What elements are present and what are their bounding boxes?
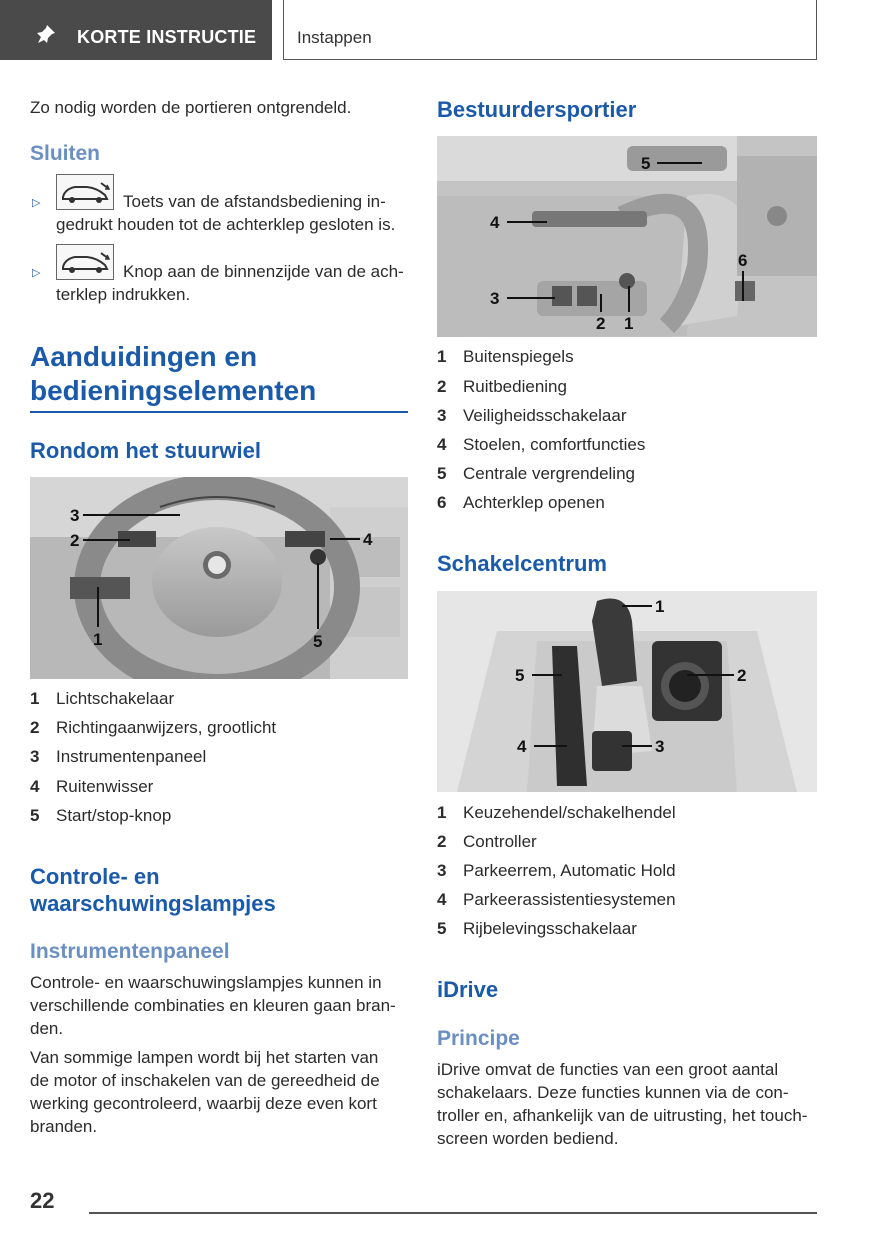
- heading-rule: [30, 411, 408, 413]
- legend-number: 5: [437, 464, 447, 483]
- lampjes-heading-line2: waarschuwingslampjes: [30, 891, 276, 916]
- legend-number: 6: [437, 493, 447, 512]
- header-section-tab: [0, 0, 272, 60]
- legend-number: 5: [437, 919, 447, 938]
- gear-callout-4: 4: [517, 737, 527, 756]
- schakel-heading: Schakelcentrum: [437, 551, 607, 576]
- bullet-marker: ▷: [32, 267, 41, 279]
- legend-text: Instrumentenpaneel: [56, 747, 207, 766]
- stuurwiel-heading: Rondom het stuurwiel: [30, 438, 261, 463]
- sluiten-item1-line2: gedrukt houden tot de achterklep gesloten is.: [56, 215, 396, 234]
- topic-label: Instappen: [297, 28, 372, 47]
- gear-console-photo: [437, 591, 817, 792]
- lampjes-p2-line4: branden.: [30, 1117, 98, 1136]
- idrive-line4: screen worden bediend.: [437, 1129, 619, 1148]
- footer-rule: [89, 1212, 817, 1214]
- legend-number: 3: [437, 861, 447, 880]
- legend-text: Rijbelevingsschakelaar: [463, 919, 637, 938]
- gear-callout-1: 1: [655, 597, 665, 616]
- pin-icon: [36, 24, 56, 44]
- portier-heading: Bestuurdersportier: [437, 97, 637, 122]
- bullet-marker: ▷: [32, 197, 41, 209]
- lampjes-p2-line1: Van sommige lampen wordt bij het starten van: [30, 1048, 379, 1067]
- steering-callout-1: 1: [93, 630, 103, 649]
- tailgate-close-icon: [56, 244, 114, 280]
- main-heading-line1: Aanduidingen en: [30, 341, 258, 372]
- legend-text: Stoelen, comfortfuncties: [463, 435, 646, 454]
- idrive-line2: schakelaars. Deze functies kunnen via de con-: [437, 1083, 789, 1102]
- legend-text: Achterklep openen: [463, 493, 605, 512]
- steering-wheel-photo: [30, 477, 408, 679]
- steering-callout-3: 3: [70, 506, 80, 525]
- legend-text: Ruitenwisser: [56, 777, 154, 796]
- lampjes-p1-line1: Controle- en waarschuwingslampjes kunnen in: [30, 973, 382, 992]
- legend-number: 2: [30, 718, 40, 737]
- steering-callout-2: 2: [70, 531, 80, 550]
- intro-text: Zo nodig worden de portieren ontgrendeld.: [30, 98, 352, 117]
- legend-number: 4: [30, 777, 40, 796]
- sluiten-heading: Sluiten: [30, 142, 101, 165]
- section-tab-label: KORTE INSTRUCTIE: [77, 27, 257, 47]
- lampjes-p2-line3: werking gecontroleerd, waarbij deze even kort: [30, 1094, 377, 1113]
- door-panel-photo: [437, 136, 817, 337]
- door-callout-1: 1: [624, 314, 634, 333]
- legend-text: Controller: [463, 832, 537, 851]
- sluiten-item2-line1: Knop aan de binnenzijde van de ach-: [123, 262, 404, 281]
- legend-number: 3: [30, 747, 40, 766]
- idrive-heading: iDrive: [437, 977, 499, 1002]
- steering-callout-4: 4: [363, 530, 373, 549]
- legend-text: Veiligheidsschakelaar: [463, 406, 627, 425]
- header-topic-box: [283, 0, 817, 60]
- legend-number: 5: [30, 806, 40, 825]
- legend-number: 2: [437, 377, 447, 396]
- legend-number: 1: [437, 803, 447, 822]
- legend-text: Centrale vergrendeling: [463, 464, 635, 483]
- idrive-line1: iDrive omvat de functies van een groot aantal: [437, 1060, 779, 1079]
- legend-text: Parkeerassistentiesystemen: [463, 890, 676, 909]
- door-callout-2: 2: [596, 314, 606, 333]
- page-number: 22: [30, 1188, 55, 1213]
- legend-number: 2: [437, 832, 447, 851]
- lampjes-p1-line3: den.: [30, 1019, 64, 1038]
- gear-callout-2: 2: [737, 666, 747, 685]
- door-callout-6: 6: [738, 251, 748, 270]
- main-heading-line2: bedieningselementen: [30, 375, 317, 406]
- legend-text: Keuzehendel/schakelhendel: [463, 803, 676, 822]
- legend-number: 3: [437, 406, 447, 425]
- legend-text: Parkeerrem, Automatic Hold: [463, 861, 676, 880]
- legend-number: 4: [437, 435, 447, 454]
- legend-number: 1: [437, 347, 447, 366]
- sluiten-item1-line1: Toets van de afstandsbediening in-: [123, 192, 386, 211]
- gear-callout-3: 3: [655, 737, 665, 756]
- door-callout-3: 3: [490, 289, 500, 308]
- door-callout-4: 4: [490, 213, 500, 232]
- sluiten-item2-line2: terklep indrukken.: [56, 285, 191, 304]
- legend-text: Buitenspiegels: [463, 347, 574, 366]
- lampjes-p2-line2: de motor of inschakelen van de gereedheid de: [30, 1071, 380, 1090]
- lampjes-heading-line1: Controle- en: [30, 864, 160, 889]
- legend-text: Richtingaanwijzers, grootlicht: [56, 718, 277, 737]
- legend-number: 1: [30, 689, 40, 708]
- legend-text: Ruitbediening: [463, 377, 567, 396]
- legend-number: 4: [437, 890, 447, 909]
- legend-text: Start/stop-knop: [56, 806, 172, 825]
- legend-text: Lichtschakelaar: [56, 689, 175, 708]
- instrumentenpaneel-subheading: Instrumentenpaneel: [30, 940, 230, 963]
- gear-callout-5: 5: [515, 666, 525, 685]
- idrive-line3: troller en, afhankelijk van de uitrusting, het touch-: [437, 1106, 808, 1125]
- steering-callout-5: 5: [313, 632, 323, 651]
- tailgate-close-icon: [56, 174, 114, 210]
- door-callout-5: 5: [641, 154, 651, 173]
- principe-subheading: Principe: [437, 1027, 520, 1050]
- lampjes-p1-line2: verschillende combinaties en kleuren gaan bran-: [30, 996, 396, 1015]
